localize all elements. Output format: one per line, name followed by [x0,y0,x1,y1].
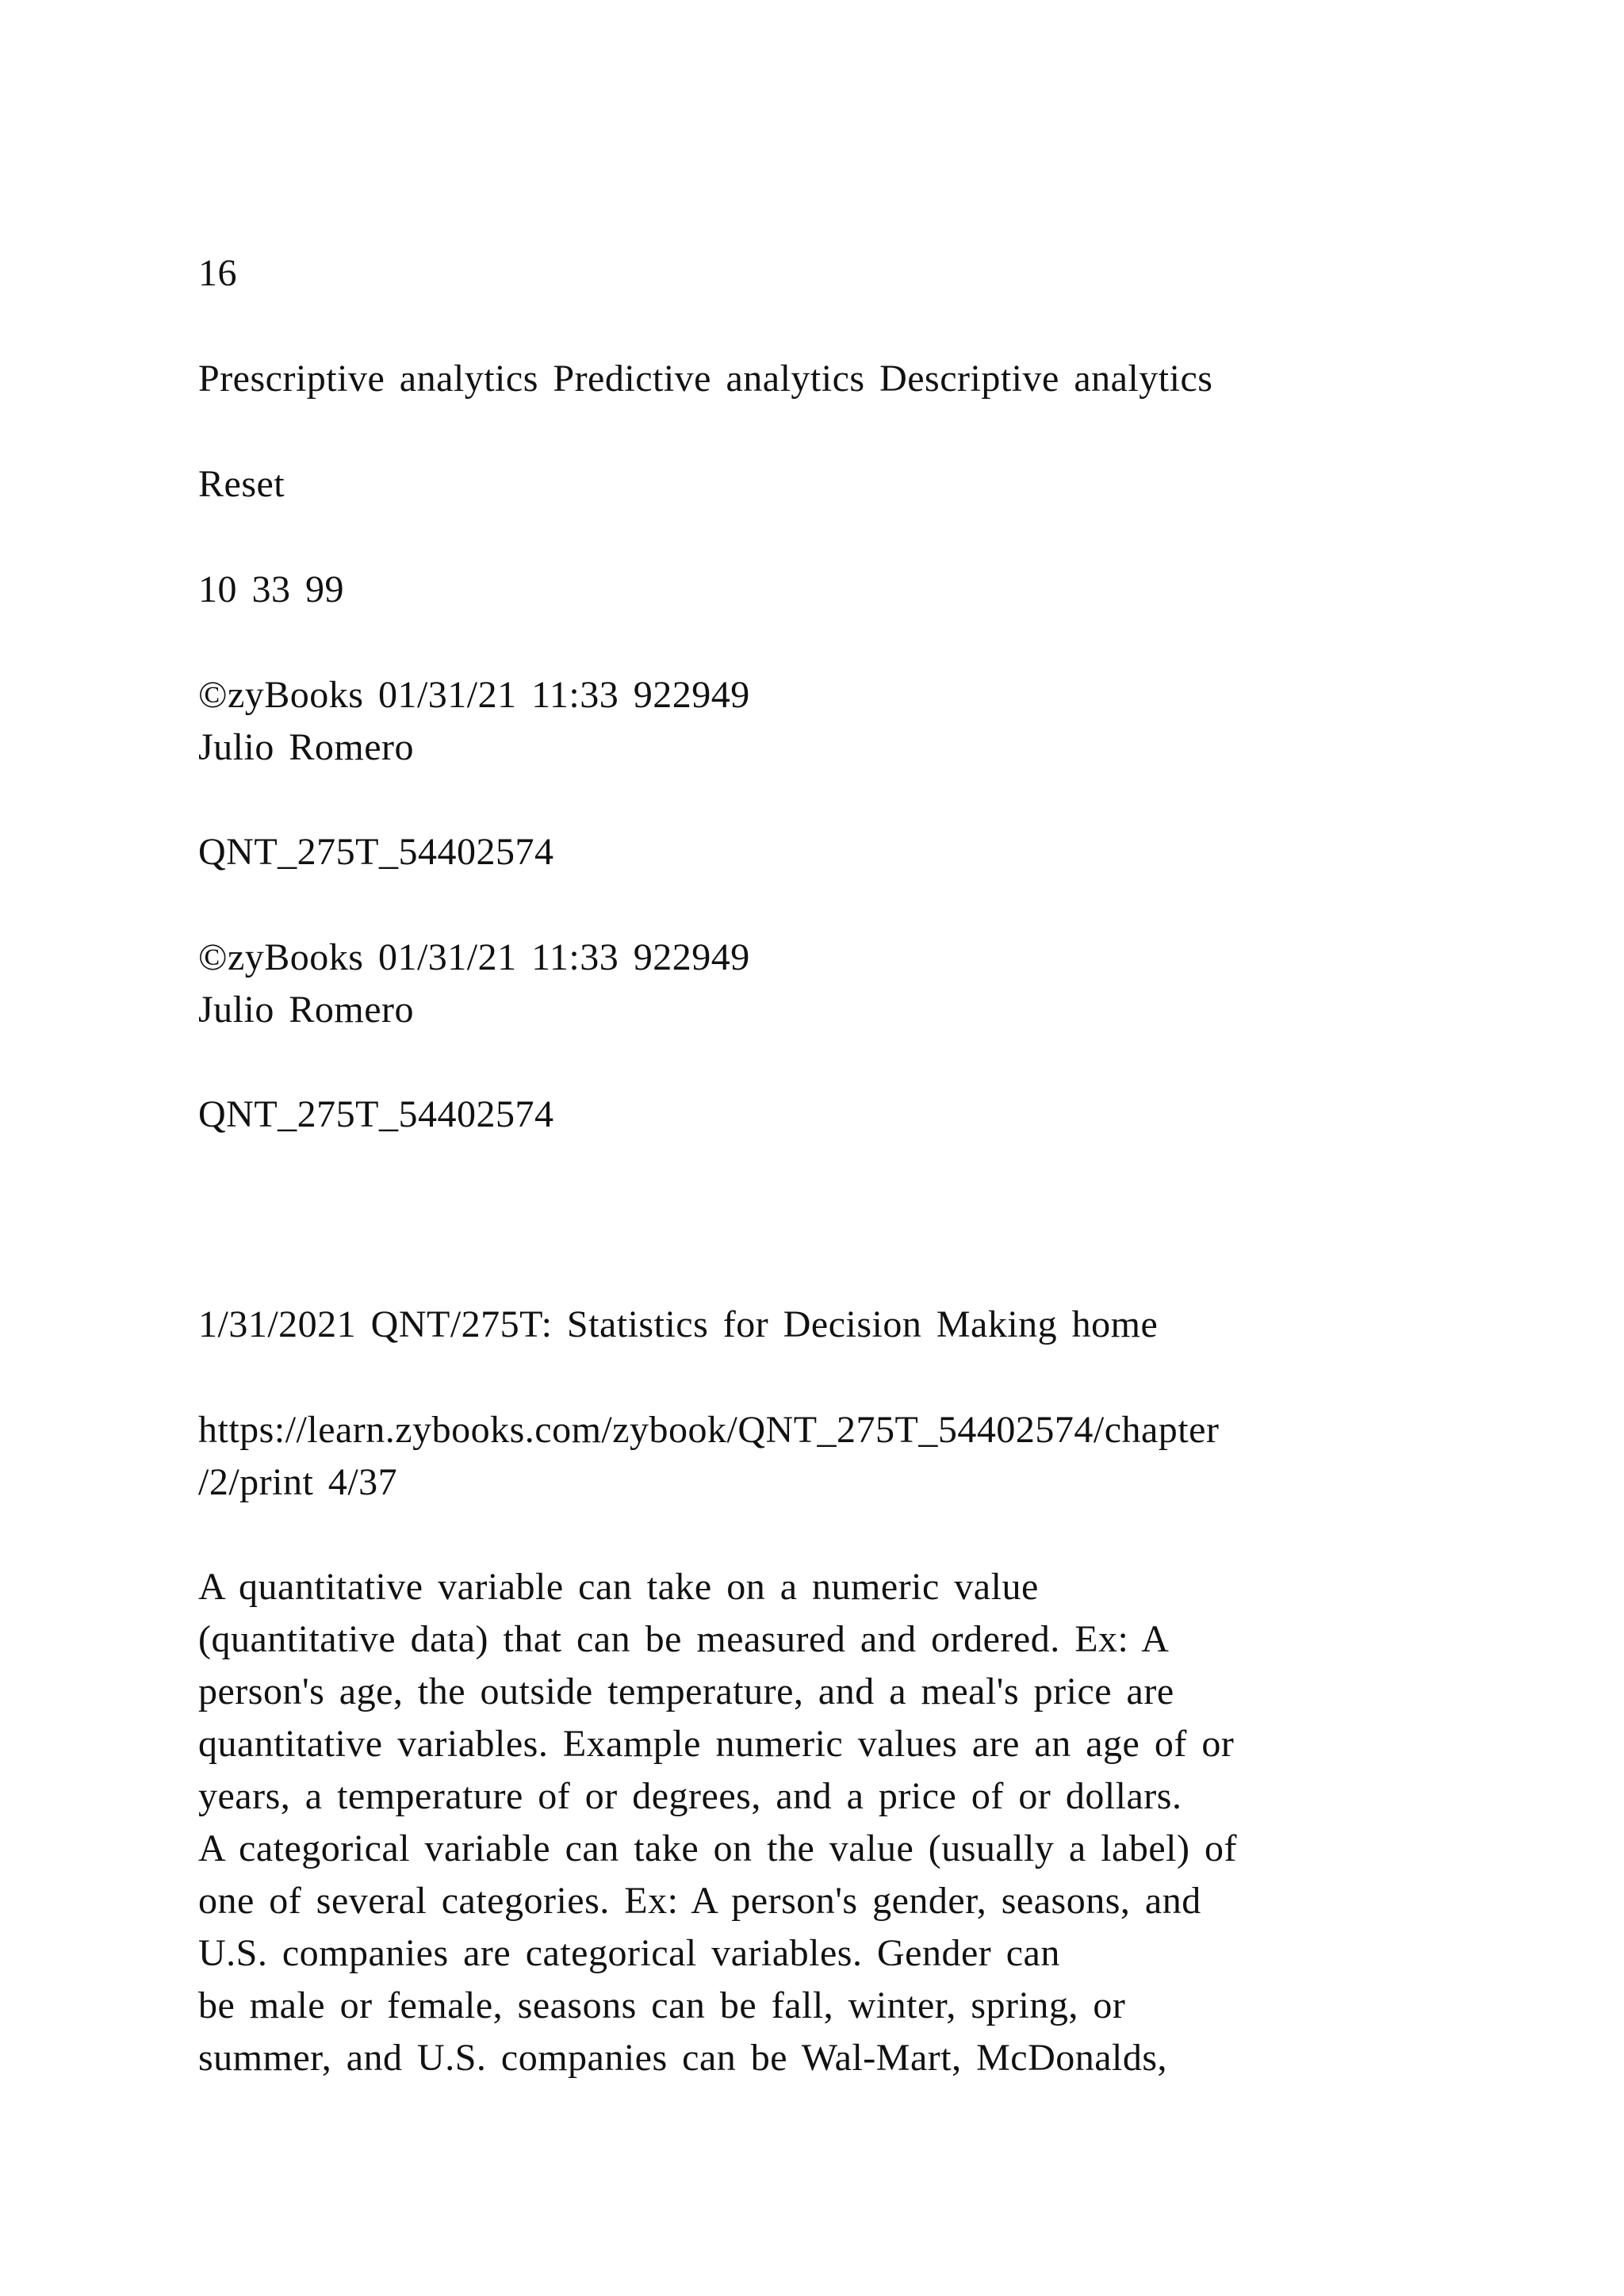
analytics-options: Prescriptive analytics Predictive analytics Descriptive analytics [198,358,1213,400]
print-url [198,1404,1219,1509]
watermark-course-code: QNT_275T_54402574 [198,1093,554,1135]
body-line: years, a temperature of or degrees, and a price of or dollars. [198,1775,1182,1817]
watermark-line: ©zyBooks 01/31/21 11:33 922949 [198,674,750,716]
watermark-course-code: QNT_275T_54402574 [198,831,554,873]
watermark-name: Julio Romero [198,726,414,768]
print-url-line: /2/print 4/37 [198,1461,398,1503]
body-line: be male or female, seasons can be fall, winter, spring, or [198,1984,1126,2026]
body-line: person's age, the outside temperature, and a meal's price are [198,1670,1174,1712]
body-line: A quantitative variable can take on a numeric value [198,1566,1039,1608]
watermark-block-2 [198,932,750,1036]
document-page [198,0,1435,2296]
watermark-block-1 [198,669,750,774]
watermark-line: ©zyBooks 01/31/21 11:33 922949 [198,936,750,978]
reset-label: Reset [198,463,285,505]
print-url-line: https://learn.zybooks.com/zybook/QNT_275T_54402574/chapter [198,1409,1220,1451]
watermark-name: Julio Romero [198,989,414,1031]
body-line: summer, and U.S. companies can be Wal-Mart, McDonalds, [198,2037,1168,2079]
body-paragraph [198,1561,1237,2084]
body-line: quantitative variables. Example numeric values are an age of or [198,1723,1235,1765]
page-number: 16 [198,252,237,294]
body-line: A categorical variable can take on the value (usually a label) of [198,1827,1237,1869]
print-header: 1/31/2021 QNT/275T: Statistics for Decision Making home [198,1303,1159,1345]
body-line: one of several categories. Ex: A person's gender, seasons, and [198,1880,1201,1922]
body-line: U.S. companies are categorical variables. Gender can [198,1932,1060,1974]
number-values: 10 33 99 [198,568,344,610]
body-line: (quantitative data) that can be measured and ordered. Ex: A [198,1618,1170,1660]
